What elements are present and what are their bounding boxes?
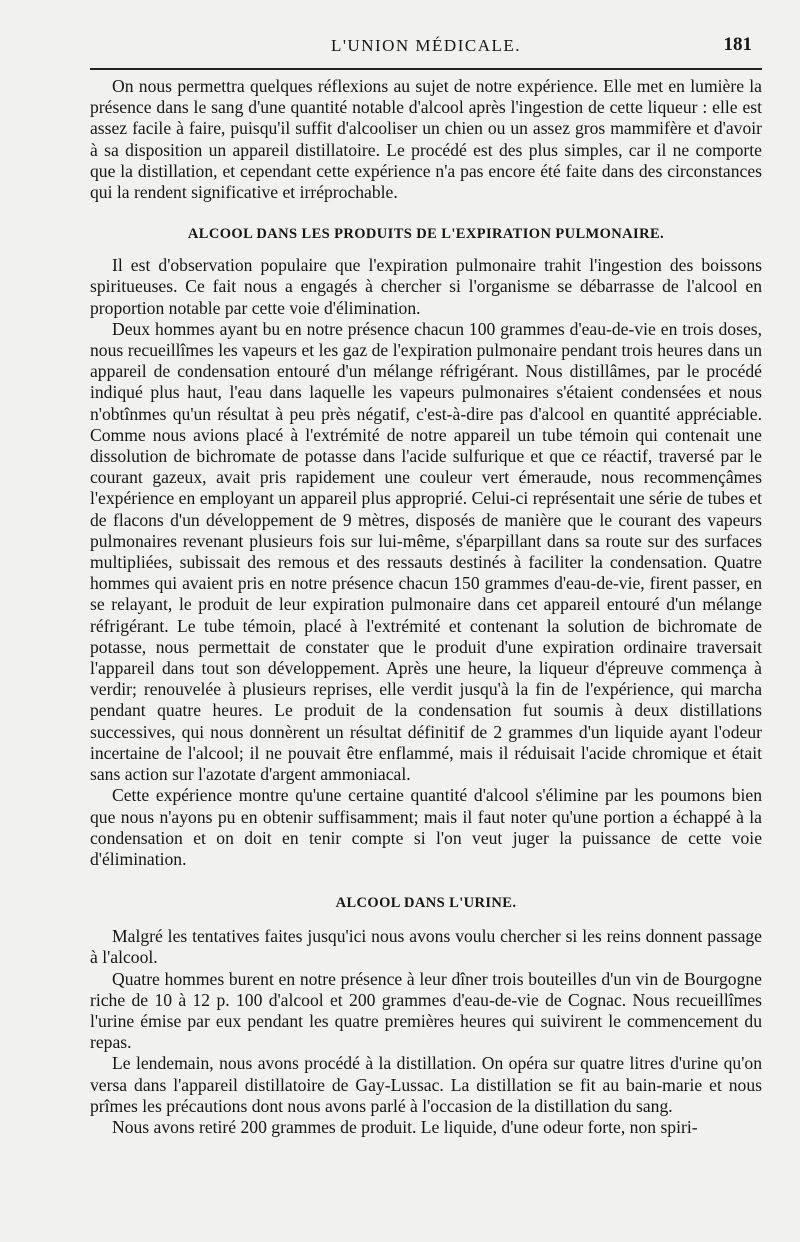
paragraph: Le lendemain, nous avons procédé à la distillation. On opéra sur quatre litres d'urine qu'on versa dans l'appareil distillatoire de Gay-Lussac. La distillation se fit au bain-marie et nous prîmes les précautions dont nous avons parlé à l'occasion de la distillation du sang. xyxy=(90,1053,762,1116)
paragraph: Il est d'observation populaire que l'expiration pulmonaire trahit l'ingestion des boissons spiritueuses. Ce fait nous a engagés à chercher si l'organisme se débarrasse de l'alcool en proportion notable par cette voie d'élimination. xyxy=(90,255,762,318)
running-head xyxy=(90,0,762,62)
running-head-title: L'UNION MÉDICALE. xyxy=(330,36,522,55)
paragraph: Quatre hommes burent en notre présence à leur dîner trois bouteilles d'un vin de Bourgogne riche de 10 à 12 p. 100 d'alcool et 200 grammes d'eau-de-vie de Cognac. Nous recueillîmes l'urine émise par eux pendant les quatre premières heures qui suivirent le commencement du repas. xyxy=(90,968,762,1053)
paragraph: Cette expérience montre qu'une certaine quantité d'alcool s'élimine par les poumons bien que nous n'ayons pu en obtenir suffisamment; mais il faut noter qu'une portion a échappé à la condensation et on doit en tenir compte si l'on veut juger la puissance de cette voie d'élimination. xyxy=(90,785,762,869)
paragraph: Deux hommes ayant bu en notre présence chacun 100 grammes d'eau-de-vie en trois doses, nous recueillîmes les vapeurs et les gaz de l'expiration pulmonaire pendant trois heures dans un appareil de condensation entouré d'un mélange réfrigérant. Nous distillâmes, par le procédé indiqué plus haut, l'eau dans laquelle les vapeurs pulmonaires s'étaient condensées et nous n'obtînmes qu'un résultat à peu près négatif, c'est-à-dire pas d'alcool en quantité appréciable. Comme nous avions placé à l'extrémité de notre appareil un tube témoin qui contenait une dissolution de bichromate de potasse dans l'acide sulfurique et que ce réactif, traversé par le courant gazeux, avait pris rapidement une couleur vert émeraude, nous recommençâmes l'expérience en employant un appareil plus approprié. Celui-ci représentait une série de tubes et de flacons d'un développement de 9 mètres, disposés de manière que le courant des vapeurs pulmonaires revenant plusieurs fois sur lui-même, s'éparpillant dans sa route sur des surfaces multipliées, subissait des remous et des ressauts destinés à faciliter la condensation. Quatre hommes qui avaient pris en notre présence chacun 150 grammes d'eau-de-vie, firent passer, en se relayant, le produit de leur expiration pulmonaire dans cet appareil entouré d'un mélange réfrigérant. Le tube témoin, placé à l'extrémité et contenant la solution de bichromate de potasse, nous permettait de constater que le produit d'une expiration ordinaire traversait l'appareil dans tout son développement. Après une heure, la liqueur d'épreuve commença à verdir; renouvelée à plusieurs reprises, elle verdit jusqu'à la fin de l'expérience, qui marcha pendant quatre heures. Le produit de la condensation fut soumis à deux distillations successives, qui nous donnèrent un résultat définitif de 2 grammes d'un liquide ayant l'odeur incertaine de l'alcool; il ne pouvait être enflammé, mais il réduisait l'acide chromique et était sans action sur l'azotate d'argent ammoniacal. xyxy=(90,318,762,785)
paragraph: Nous avons retiré 200 grammes de produit. Le liquide, d'une odeur forte, non spiri- xyxy=(112,1116,698,1137)
paragraph: Malgré les tentatives faites jusqu'ici nous avons voulu chercher si les reins donnent passage à l'alcool. xyxy=(90,926,762,968)
header-rule xyxy=(90,68,762,70)
section-heading-expiration: ALCOOL DANS LES PRODUITS DE L'EXPIRATION PULMONAIRE. xyxy=(187,226,665,243)
intro-paragraph: On nous permettra quelques réflexions au sujet de notre expérience. Elle met en lumière la présence dans le sang d'une quantité notable d'alcool après l'ingestion de cette liqueur : elle est assez facile à faire, puisqu'il suffit d'alcooliser un chien ou un assez gros mammifère et d'avoir à sa disposition un appareil distillatoire. Le procédé est des plus simples, car il ne comporte que la distillation, et cependant cette expérience n'a pas encore été faite dans des circonstances qui la rendent significative et irréprochable. xyxy=(90,76,762,203)
page-number: 181 xyxy=(723,34,752,55)
section-heading-urine: ALCOOL DANS L'URINE. xyxy=(335,895,517,912)
